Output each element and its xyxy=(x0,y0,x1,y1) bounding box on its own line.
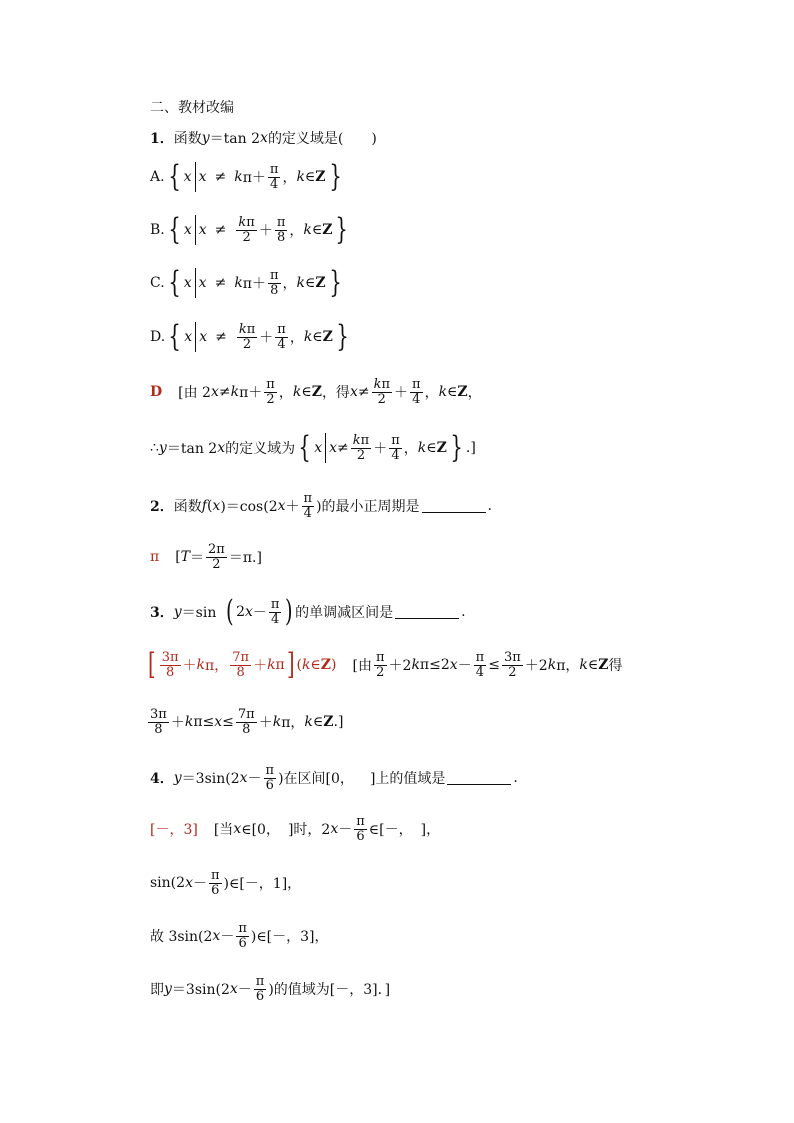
q1-option-a: A. { x x ≠ k π＋ $\frac{\pi}{4}$ ， k ∈ Z } xyxy=(150,159,342,194)
q1-answer: D xyxy=(150,384,163,401)
q3-solution-line2: $\frac{3\pi}{8}$ ＋ k π≤ x ≤ $\frac{7\pi}{8}$ ＋ k π， k ∈ Z .] xyxy=(150,707,344,737)
q4-solution-line4: 即 y ＝3sin(2 x － $\frac{\pi}{6}$ )的值域为[－，3]．] xyxy=(150,974,391,1004)
q4-stem: 4． y ＝3sin(2 x － $\frac{\pi}{6}$ )在区间[0， ]上的值域是 . xyxy=(150,763,518,793)
answer-blank xyxy=(447,772,511,785)
q1-solution-line2: ∴ y ＝tan 2 x 的定义域为 { x x ≠ $\frac{k\pi}{2}$ ＋ $\frac{\pi}{4}$ ， k ∈ Z } .] xyxy=(150,430,476,465)
q4-answer: [－，3] xyxy=(150,822,198,839)
q1-option-b: B. { x x ≠ $\frac{k\pi}{2}$ ＋ $\frac{\pi}{8}$ ， k ∈ Z } xyxy=(150,212,349,247)
q4-solution-line2: sin(2 x － $\frac{\pi}{6}$ )∈[－，1]， xyxy=(150,868,302,898)
q1-stem: 1． 函数 y ＝tan 2 x 的定义域是( ) xyxy=(150,130,377,147)
section-heading: 二、教材改编 xyxy=(150,100,234,116)
q2-solution: π [ T ＝ $\frac{2\pi}{2}$ ＝π.] xyxy=(150,542,262,572)
q2-stem: 2． 函数 f ( x )＝cos(2 x ＋ $\frac{\pi}{4}$ )的最小正周期是 . xyxy=(150,491,492,521)
answer-blank xyxy=(422,500,486,513)
q3-solution-line1: [ $\frac{3\pi}{8}$ ＋ k π， $\frac{7\pi}{8}$ ＋ k π ] ( k ∈ Z ) [由 $\frac{\pi}{2}$ ＋2 k π≤2 x － $\frac{\pi}{4}$ ≤ $\frac{3\pi}{2}$ ＋2 k π， k ∈ Z 得 xyxy=(148,647,623,682)
q4-solution-line3: 故 3sin(2 x － $\frac{\pi}{6}$ )∈[－，3]， xyxy=(150,921,329,951)
option-letter: A. xyxy=(150,169,165,185)
q2-answer: π xyxy=(150,549,160,566)
q4-solution-line1: [－，3] [当 x ∈[0， ]时，2 x － $\frac{\pi}{6}$ ∈[－， ]， xyxy=(150,814,441,844)
answer-blank xyxy=(395,606,459,619)
q1-option-c: C. { x x ≠ k π＋ $\frac{\pi}{8}$ ， k ∈ Z } xyxy=(150,265,342,300)
q3-stem: 3． y ＝sin ( 2 x － $\frac{\pi}{4}$ ) 的单调减区间是 . xyxy=(150,594,466,629)
q1-solution-line1: D [由 2 x ≠ k π＋ $\frac{\pi}{2}$ ， k ∈ Z ，得 x ≠ $\frac{k\pi}{2}$ ＋ $\frac{\pi}{4}$ ， k ∈ Z ， xyxy=(150,377,482,407)
q1-option-d: D. { x x ≠ $\frac{k\pi}{2}$ ＋ $\frac{\pi}{4}$ ， k ∈ Z } xyxy=(150,319,349,354)
